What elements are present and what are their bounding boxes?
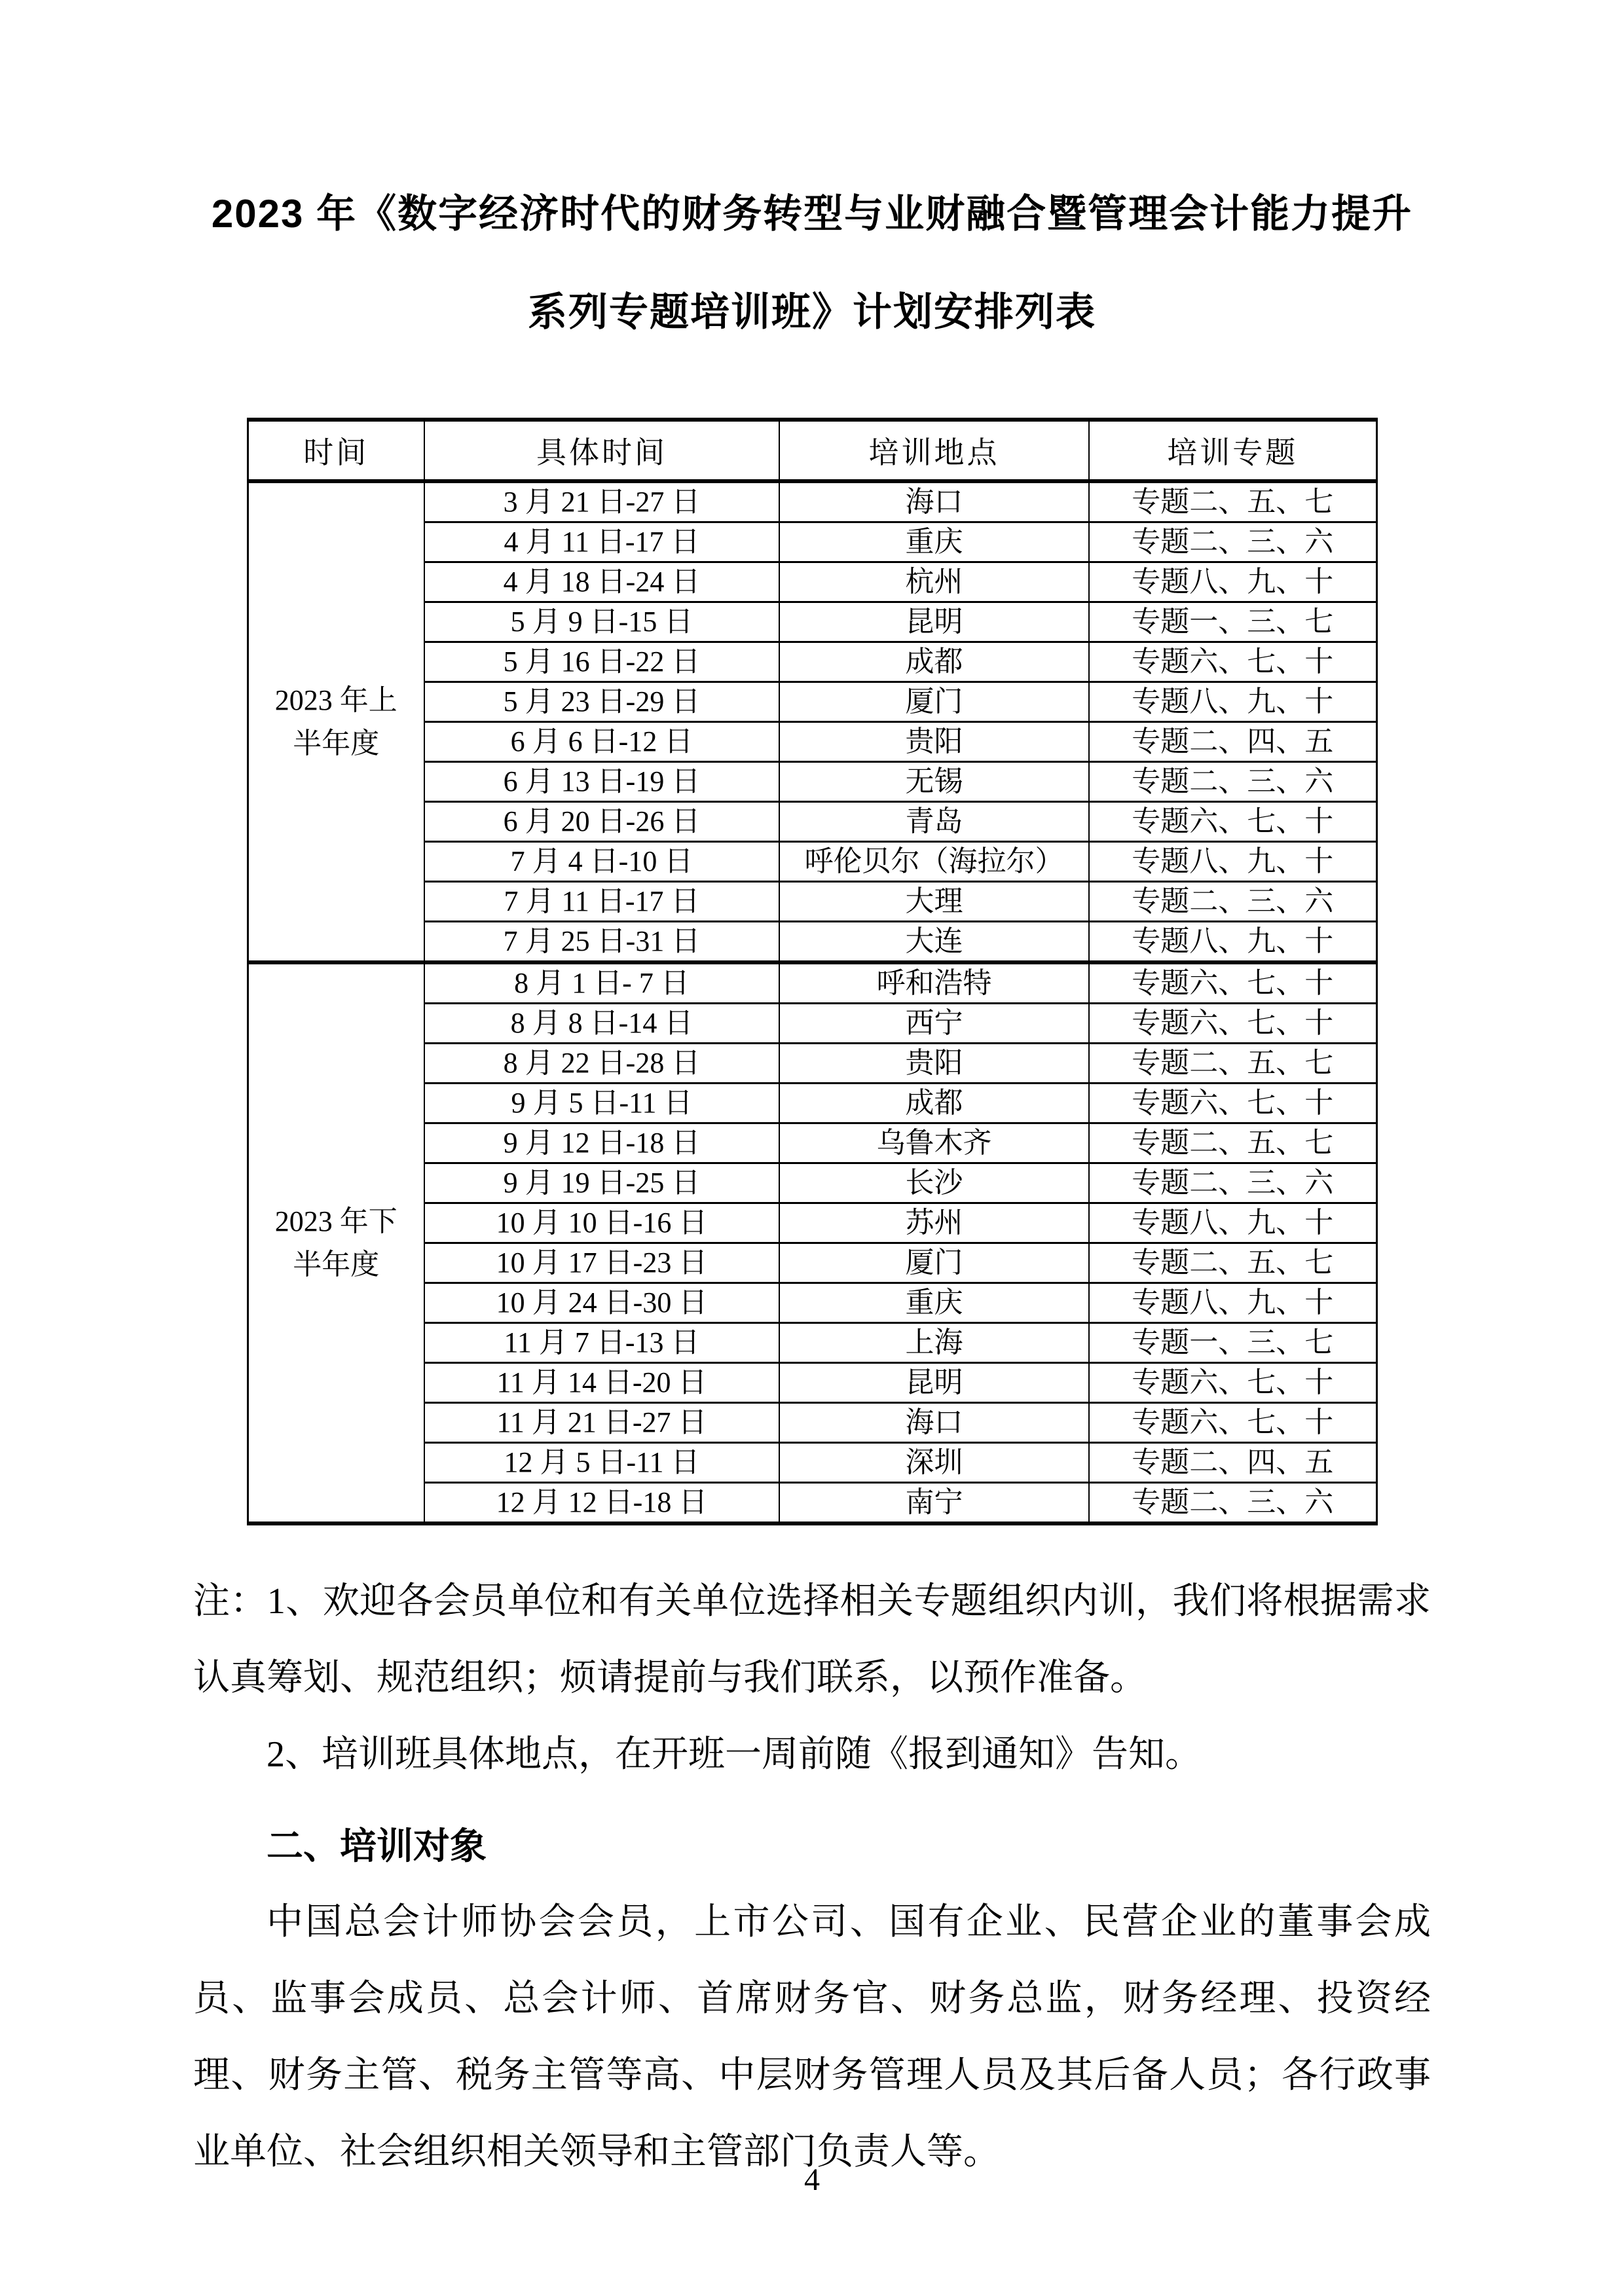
topics-cell: 专题二、四、五 xyxy=(1089,722,1376,762)
table-row xyxy=(248,962,1376,1004)
location-cell: 厦门 xyxy=(779,682,1089,722)
header-cell-specific-time: 具体时间 xyxy=(424,420,779,481)
location-cell: 西宁 xyxy=(779,1004,1089,1044)
topics-cell: 专题六、七、十 xyxy=(1089,1084,1376,1123)
topics-cell: 专题二、四、五 xyxy=(1089,1443,1376,1483)
location-cell: 青岛 xyxy=(779,802,1089,842)
topics-cell: 专题八、九、十 xyxy=(1089,922,1376,963)
period-line: 半年度 xyxy=(293,1248,380,1281)
topics-cell: 专题六、七、十 xyxy=(1089,1363,1376,1403)
topics-cell: 专题二、五、七 xyxy=(1089,481,1376,522)
topics-cell: 专题二、三、六 xyxy=(1089,1163,1376,1203)
location-cell: 苏州 xyxy=(779,1203,1089,1243)
date-cell: 9 月 5 日-11 日 xyxy=(424,1084,779,1123)
page-content xyxy=(193,165,1431,2191)
location-cell: 杭州 xyxy=(779,562,1089,602)
location-cell: 大连 xyxy=(779,922,1089,963)
location-cell: 贵阳 xyxy=(779,722,1089,762)
date-cell: 10 月 24 日-30 日 xyxy=(424,1283,779,1323)
date-cell: 12 月 12 日-18 日 xyxy=(424,1483,779,1524)
note-2: 2、培训班具体地点，在开班一周前随《报到通知》告知。 xyxy=(267,1734,1202,1775)
date-cell: 4 月 18 日-24 日 xyxy=(424,562,779,602)
topics-cell: 专题六、七、十 xyxy=(1089,1004,1376,1044)
date-cell: 7 月 25 日-31 日 xyxy=(424,922,779,963)
table-row xyxy=(248,481,1376,522)
location-cell: 大理 xyxy=(779,882,1089,922)
location-cell: 昆明 xyxy=(779,1363,1089,1403)
location-cell: 昆明 xyxy=(779,602,1089,642)
header-cell-location: 培训地点 xyxy=(779,420,1089,481)
date-cell: 11 月 14 日-20 日 xyxy=(424,1363,779,1403)
date-cell: 8 月 22 日-28 日 xyxy=(424,1044,779,1084)
location-cell: 成都 xyxy=(779,642,1089,682)
date-cell: 9 月 12 日-18 日 xyxy=(424,1123,779,1163)
period-line: 半年度 xyxy=(293,727,380,759)
topics-cell: 专题六、七、十 xyxy=(1089,642,1376,682)
schedule-table-body xyxy=(248,481,1376,1523)
header-cell-time: 时间 xyxy=(248,420,424,481)
header-cell-topic: 培训专题 xyxy=(1089,420,1376,481)
table-header xyxy=(248,420,1376,481)
topics-cell: 专题八、九、十 xyxy=(1089,1203,1376,1243)
table-header-row xyxy=(248,420,1376,481)
training-audience-paragraph: 中国总会计师协会会员，上市公司、国有企业、民营企业的董事会成员、监事会成员、总会计师、首席财务官、财务总监，财务经理、投资经理、财务主管、税务主管等高、中层财务管理人员及其后备人员；各行政事业单位、社会组织相关领导和主管部门负责人等。 xyxy=(193,1902,1431,2172)
location-cell: 重庆 xyxy=(779,1283,1089,1323)
document-title-line-1: 2023 年《数字经济时代的财务转型与业财融合暨管理会计能力提升 xyxy=(211,192,1413,236)
date-cell: 6 月 20 日-26 日 xyxy=(424,802,779,842)
date-cell: 10 月 17 日-23 日 xyxy=(424,1243,779,1283)
topics-cell: 专题二、三、六 xyxy=(1089,1483,1376,1524)
location-cell: 海口 xyxy=(779,1403,1089,1443)
topics-cell: 专题六、七、十 xyxy=(1089,1403,1376,1443)
period-line: 2023 年下 xyxy=(274,1205,397,1237)
location-cell: 乌鲁木齐 xyxy=(779,1123,1089,1163)
period-line: 2023 年上 xyxy=(274,683,397,716)
topics-cell: 专题二、三、六 xyxy=(1089,762,1376,802)
date-cell: 8 月 1 日- 7 日 xyxy=(424,962,779,1004)
topics-cell: 专题二、五、七 xyxy=(1089,1044,1376,1084)
topics-cell: 专题八、九、十 xyxy=(1089,682,1376,722)
location-cell: 深圳 xyxy=(779,1443,1089,1483)
date-cell: 9 月 19 日-25 日 xyxy=(424,1163,779,1203)
date-cell: 11 月 7 日-13 日 xyxy=(424,1323,779,1363)
period-cell xyxy=(248,962,424,1523)
notes-block xyxy=(193,1563,1431,1793)
date-cell: 10 月 10 日-16 日 xyxy=(424,1203,779,1243)
date-cell: 12 月 5 日-11 日 xyxy=(424,1443,779,1483)
topics-cell: 专题二、五、七 xyxy=(1089,1243,1376,1283)
topics-cell: 专题二、五、七 xyxy=(1089,1123,1376,1163)
date-cell: 6 月 13 日-19 日 xyxy=(424,762,779,802)
topics-cell: 专题八、九、十 xyxy=(1089,562,1376,602)
date-cell: 11 月 21 日-27 日 xyxy=(424,1403,779,1443)
document-title-line-2: 系列专题培训班》计划安排列表 xyxy=(528,290,1096,334)
location-cell: 长沙 xyxy=(779,1163,1089,1203)
date-cell: 6 月 6 日-12 日 xyxy=(424,722,779,762)
date-cell: 8 月 8 日-14 日 xyxy=(424,1004,779,1044)
topics-cell: 专题八、九、十 xyxy=(1089,842,1376,882)
date-cell: 5 月 23 日-29 日 xyxy=(424,682,779,722)
topics-cell: 专题一、三、七 xyxy=(1089,602,1376,642)
topics-cell: 专题八、九、十 xyxy=(1089,1283,1376,1323)
topics-cell: 专题六、七、十 xyxy=(1089,962,1376,1004)
location-cell: 成都 xyxy=(779,1084,1089,1123)
date-cell: 7 月 11 日-17 日 xyxy=(424,882,779,922)
page-number: 4 xyxy=(804,2162,820,2197)
location-cell: 厦门 xyxy=(779,1243,1089,1283)
location-cell: 上海 xyxy=(779,1323,1089,1363)
topics-cell: 专题二、三、六 xyxy=(1089,882,1376,922)
location-cell: 无锡 xyxy=(779,762,1089,802)
location-cell: 呼伦贝尔（海拉尔） xyxy=(779,842,1089,882)
training-schedule-table xyxy=(247,418,1378,1525)
section-heading: 二、培训对象 xyxy=(267,1825,487,1867)
date-cell: 7 月 4 日-10 日 xyxy=(424,842,779,882)
location-cell: 海口 xyxy=(779,481,1089,522)
date-cell: 4 月 11 日-17 日 xyxy=(424,522,779,562)
date-cell: 3 月 21 日-27 日 xyxy=(424,481,779,522)
date-cell: 5 月 16 日-22 日 xyxy=(424,642,779,682)
location-cell: 呼和浩特 xyxy=(779,962,1089,1004)
topics-cell: 专题一、三、七 xyxy=(1089,1323,1376,1363)
topics-cell: 专题六、七、十 xyxy=(1089,802,1376,842)
location-cell: 南宁 xyxy=(779,1483,1089,1524)
topics-cell: 专题二、三、六 xyxy=(1089,522,1376,562)
location-cell: 贵阳 xyxy=(779,1044,1089,1084)
document-title xyxy=(193,165,1431,361)
date-cell: 5 月 9 日-15 日 xyxy=(424,602,779,642)
note-1: 注：1、欢迎各会员单位和有关单位选择相关专题组织内训，我们将根据需求认真筹划、规范组织；烦请提前与我们联系，以预作准备。 xyxy=(193,1581,1431,1698)
period-cell xyxy=(248,481,424,962)
location-cell: 重庆 xyxy=(779,522,1089,562)
